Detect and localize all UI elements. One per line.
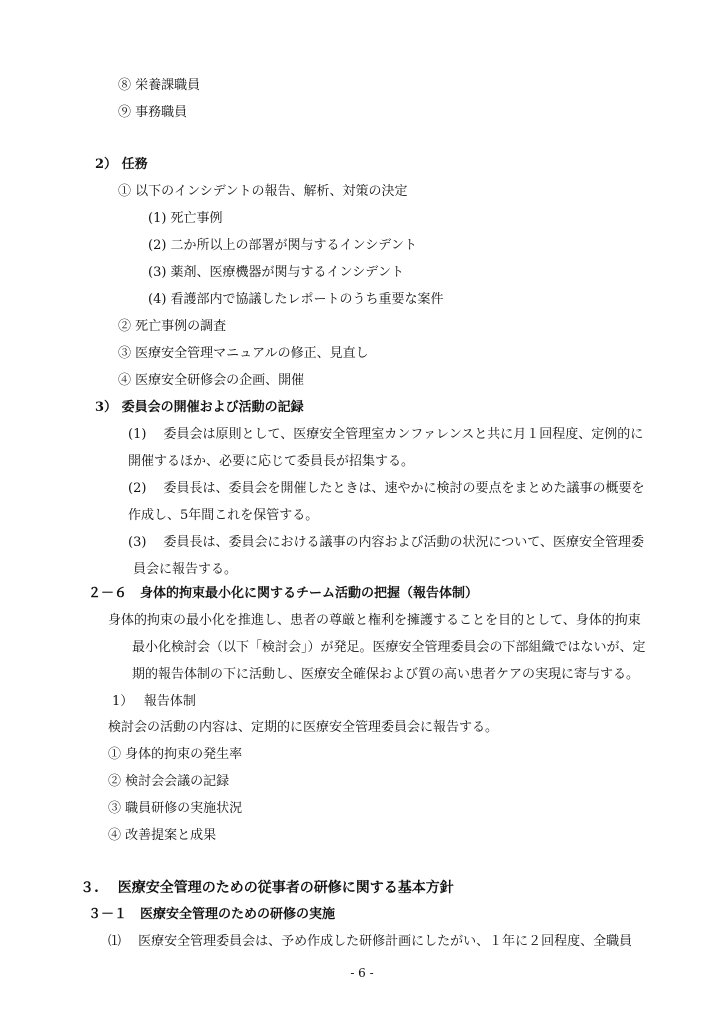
list-item-8: ⑧ 栄養課職員 [118,78,201,93]
report-item-1: ① 身体的拘束の発生率 [108,747,243,762]
duty-item-1: ① 以下のインシデントの報告、解析、対策の決定 [118,184,408,199]
section-heading-3-1: ３－１ 医療安全管理のための研修の実施 [88,907,336,922]
report-item-2: ② 検討会会議の記録 [108,774,230,789]
sub-item-2: (2) 二か所以上の部署が関与するインシデント [148,238,417,253]
reporting-system-heading: 1） 報告体制 [112,694,196,709]
reporting-system-text: 検討会の活動の内容は、定期的に医療安全管理委員会に報告する。 [108,720,499,735]
training-paragraph-1: ⑴ 医療安全管理委員会は、予め作成した研修計画にしたがい、１年に２回程度、全職員 [108,934,633,949]
restraint-paragraph-2: 最小化検討会（以下「検討会」）が発足。医療安全管理委員会の下部組織ではないが、定 [132,640,646,655]
duty-item-2: ② 死亡事例の調査 [118,319,227,334]
list-item-9: ⑨ 事務職員 [118,105,188,120]
section-heading-meetings: 3） 委員会の開催および活動の記録 [95,400,304,415]
restraint-paragraph-1: 身体的拘束の最小化を推進し、患者の尊厳と権利を擁護することを目的として、身体的拘束 [108,613,641,628]
sub-item-3: (3) 薬剤、医療機器が関与するインシデント [148,265,404,280]
restraint-paragraph-3: 期的報告体制の下に活動し、医療安全確保および質の高い患者ケアの実現に寄与する。 [132,667,640,682]
section-heading-duties: 2） 任務 [95,157,148,172]
meeting-paragraph-1a: (1) 委員会は原則として、医療安全管理室カンファレンスと共に月１回程度、定例的に [128,427,644,442]
duty-item-4: ④ 医療安全研修会の企画、開催 [118,373,305,388]
meeting-paragraph-1b: 開催するほか、必要に応じて委員長が招集する。 [128,454,415,469]
meeting-paragraph-3a: (3) 委員長は、委員会における議事の内容および活動の状況について、医療安全管理委 [128,535,645,550]
page-number: - 6 - [350,966,374,980]
report-item-4: ④ 改善提案と成果 [108,828,217,843]
report-item-3: ③ 職員研修の実施状況 [108,801,243,816]
meeting-paragraph-3b: 員会に報告する。 [133,562,238,577]
sub-item-4: (4) 看護部内で協議したレポートのうち重要な案件 [148,292,444,307]
duty-item-3: ③ 医療安全管理マニュアルの修正、見直し [118,346,369,361]
chapter-heading-3: ３. 医療安全管理のための従事者の研修に関する基本方針 [80,880,454,896]
meeting-paragraph-2b: 作成し、5年間これを保管する。 [128,508,319,523]
meeting-paragraph-2a: (2) 委員長は、委員会を開催したときは、速やかに検討の要点をまとめた議事の概要を [128,481,645,496]
section-heading-2-6: ２－６ 身体的拘束最小化に関するチーム活動の把握（報告体制） [88,586,479,601]
sub-item-1: (1) 死亡事例 [148,211,223,226]
